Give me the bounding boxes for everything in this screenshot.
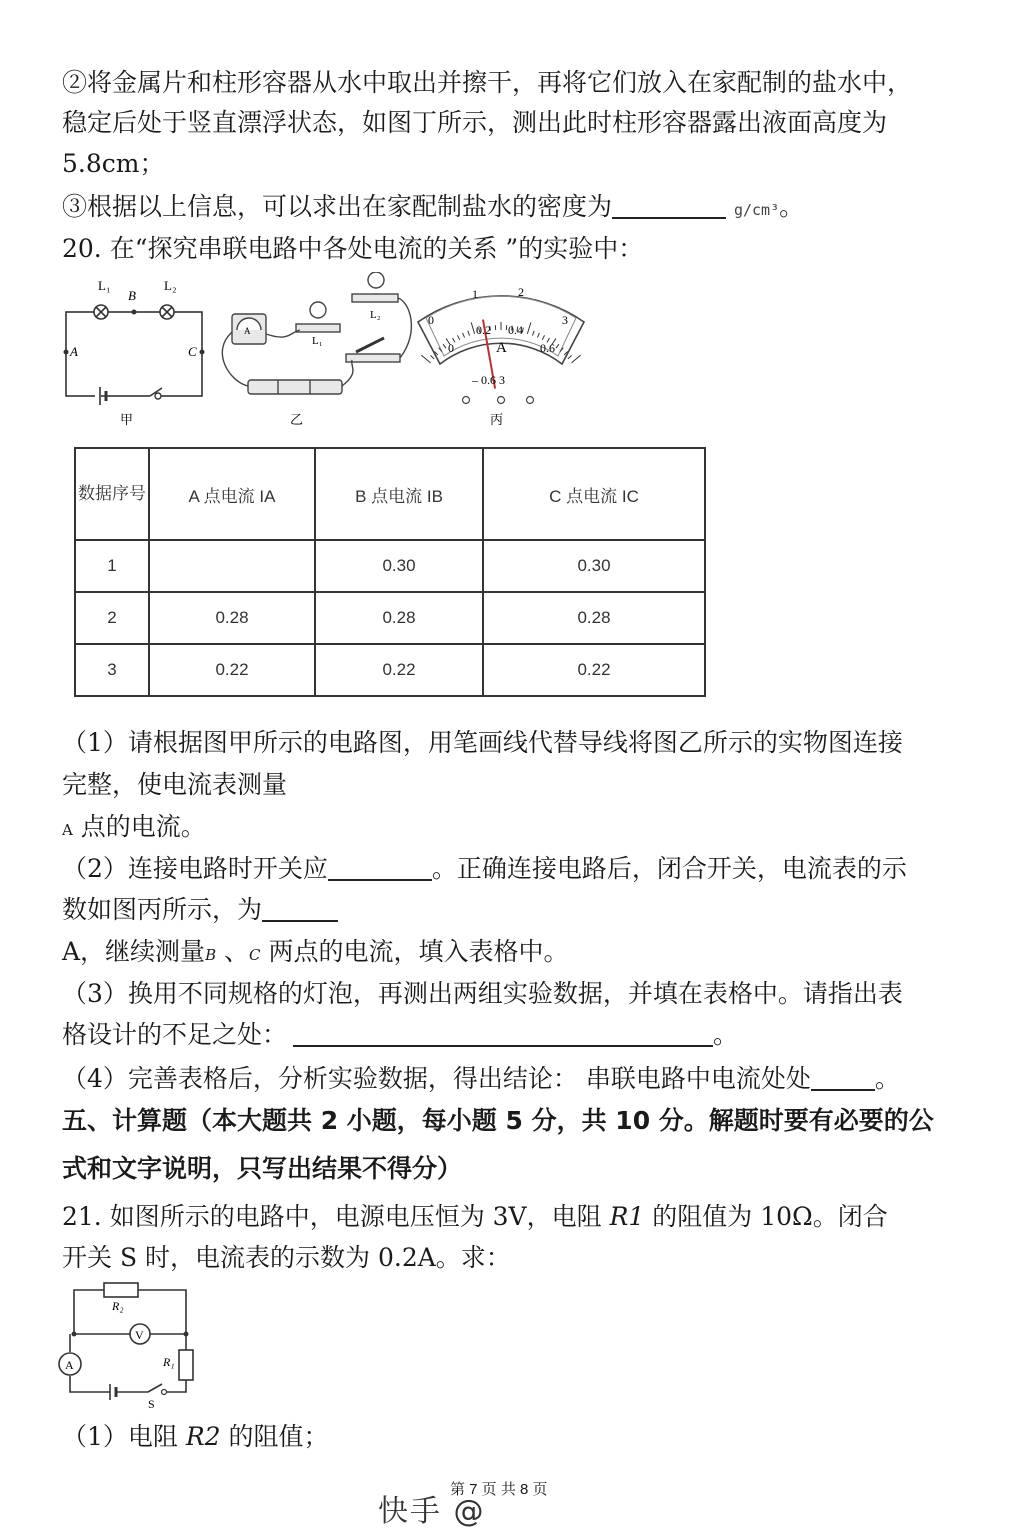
q19-step2-line3: 5.8cm； (62, 149, 165, 178)
jia-label-l1: L₁ (98, 278, 111, 293)
dial-bottom-06: 0.6 (540, 341, 555, 355)
q20-p1-line1: （1）请根据图甲所示的电路图，用笔画线代替导线将图乙所示的实物图连接 (62, 728, 903, 757)
conclusion-blank[interactable] (811, 1063, 875, 1091)
q19-step3 (62, 190, 804, 227)
q20-p1-line3 (62, 810, 206, 847)
dial-bottom-02: 0.2 (476, 323, 491, 337)
q20-p3-line1: （3）换用不同规格的灯泡，再测出两组实验数据，并填在表格中。请指出表 (62, 979, 903, 1008)
dial-terminals: – 0.6 3 (472, 373, 505, 387)
q19-step2-line1: ②将金属片和柱形容器从水中取出并擦干，再将它们放入在家配制的盐水中， (62, 68, 913, 97)
cell: 2 (75, 592, 149, 644)
density-answer-blank[interactable] (612, 191, 726, 219)
table-row (75, 540, 705, 592)
cell (149, 540, 315, 592)
switch-s-symbol (148, 1384, 162, 1392)
bulb-l1-glass (310, 302, 326, 318)
cell: 1 (75, 540, 149, 592)
q20-data-table (74, 447, 706, 697)
q20-p2-text-a: （2）连接电路时开关应 (62, 854, 328, 883)
r1-symbol (179, 1350, 193, 1380)
point-b-label: B (205, 946, 217, 964)
q20-p2-line3-a: A，继续测量 (62, 937, 206, 966)
switch-base (346, 354, 400, 362)
dial-top-3: 3 (562, 313, 568, 327)
q20-p2-line3-c: 、 (216, 937, 250, 966)
q21-label-s: S (148, 1397, 155, 1410)
yi-meter-label: A (244, 326, 251, 336)
q21-circuit (52, 1280, 252, 1410)
cell: 3 (75, 644, 149, 696)
cell: 0.28 (483, 592, 705, 644)
jia-caption: 甲 (120, 412, 134, 427)
dial-tick (571, 355, 580, 363)
jia-label-l2: L₂ (164, 278, 177, 293)
q21-label-a: A (65, 1358, 74, 1372)
section5-heading-line1: 五、计算题（本大题共 2 小题，每小题 5 分，共 10 分。解题时要有必要的公 (62, 1106, 934, 1135)
q20-p2-line2 (62, 893, 338, 927)
cell: 0.22 (149, 644, 315, 696)
dial-top-2: 2 (518, 285, 524, 299)
yi-caption: 乙 (290, 412, 304, 427)
dial-tick (568, 355, 572, 358)
q20-p3-end: 。 (713, 1020, 739, 1049)
dial-top-0: 0 (428, 313, 434, 327)
col-header-ib: B 点电流 IB (315, 448, 483, 540)
q21-r1: R1 (609, 1202, 645, 1231)
point-c-label: C (249, 946, 261, 964)
col-header-index: 数据序号 (75, 448, 149, 540)
q21-p1-text-a: （1）电阻 (62, 1422, 186, 1451)
jia-label-a: A (70, 344, 78, 359)
q20-p3-text: 格设计的不足之处： (62, 1020, 288, 1049)
dial-tick (430, 355, 434, 358)
q20-p2-line2-text: 数如图丙所示，为 (62, 895, 263, 924)
jia-label-c: C (188, 344, 197, 359)
physical-setup-yi (222, 272, 411, 394)
jia-label-b: B (128, 288, 136, 303)
q21-p1-r2: R2 (185, 1422, 221, 1451)
q20-p2-text-b: 。正确连接电路后，闭合开关，电流表的示 (431, 854, 907, 883)
q20-title: 20. 在“探究串联电路中各处电流的关系 ”的实验中： (62, 234, 644, 263)
q20-p1-line3-text: 点的电流。 (72, 812, 206, 841)
r2-symbol (104, 1283, 138, 1297)
q19-step3-end: 。 (779, 192, 805, 221)
point-a-label: A (62, 821, 73, 839)
cell: 0.22 (483, 644, 705, 696)
q20-p2-line1 (62, 852, 907, 886)
col-header-ic: C 点电流 IC (483, 448, 705, 540)
q21-p1-text-c: 的阻值； (220, 1422, 329, 1451)
bulb-l2-base (352, 294, 398, 302)
q20-p4-end: 。 (874, 1064, 900, 1093)
q21-p1 (62, 1420, 329, 1454)
q21-line1 (62, 1200, 888, 1234)
dial-top-1: 1 (472, 287, 478, 301)
bing-caption: 丙 (490, 412, 504, 427)
table-flaw-blank[interactable] (293, 1019, 713, 1047)
cell: 0.30 (315, 540, 483, 592)
q20-p1-line2: 完整，使电流表测量 (62, 770, 288, 799)
q20-p4 (62, 1062, 900, 1096)
bulb-l1-base (296, 324, 340, 332)
q19-step2-line2: 稳定后处于竖直漂浮状态，如图丁所示，测出此时柱形容器露出液面高度为 (62, 108, 888, 137)
q19-step3-text: ③根据以上信息，可以求出在家配制盐水的密度为 (62, 192, 613, 221)
yi-label-l1: L₁ (312, 335, 323, 347)
page-footer: 第 7 页 共 8 页 (450, 1481, 548, 1498)
col-header-ia: A 点电流 IA (149, 448, 315, 540)
bulb-l2-glass (368, 272, 384, 288)
cell: 0.30 (483, 540, 705, 592)
circuit-diagram-jia (66, 305, 202, 405)
q21-label-r1: R₁ (163, 1355, 175, 1369)
cell: 0.28 (315, 592, 483, 644)
dial-unit: A (496, 340, 507, 356)
table-row (75, 644, 705, 696)
dial-bottom-04: 0.4 (508, 323, 523, 337)
dial-tick (421, 355, 430, 363)
table-row (75, 592, 705, 644)
q21-text-c: 的阻值为 10Ω。闭合 (644, 1202, 888, 1231)
cell: 0.22 (315, 644, 483, 696)
q21-text-a: 21. 如图所示的电路中，电源电压恒为 3V，电阻 (62, 1202, 610, 1231)
q20-p4-text: （4）完善表格后，分析实验数据，得出结论： 串联电路中电流处处 (62, 1064, 811, 1093)
q20-p3-line2 (62, 1018, 738, 1052)
switch-state-blank[interactable] (328, 853, 432, 881)
q20-p2-line3-e: 两点的电流，填入表格中。 (260, 937, 569, 966)
battery-pack (248, 380, 342, 394)
dial-bottom-0: 0 (448, 341, 454, 355)
yi-label-l2: L₂ (370, 309, 381, 321)
q21-label-r2: R₂ (112, 1299, 124, 1313)
q21-line2: 开关 S 时，电流表的示数为 0.2A。求： (62, 1243, 511, 1272)
q21-label-v: V (135, 1328, 144, 1342)
section5-heading-line2: 式和文字说明，只写出结果不得分） (62, 1154, 463, 1183)
cell: 0.28 (149, 592, 315, 644)
q20-figures (0, 272, 1022, 432)
density-unit: g/cm³ (733, 201, 780, 219)
watermark: 快手 @ (378, 1494, 486, 1529)
q20-p2-line3 (62, 935, 568, 972)
current-reading-blank[interactable] (262, 894, 338, 922)
